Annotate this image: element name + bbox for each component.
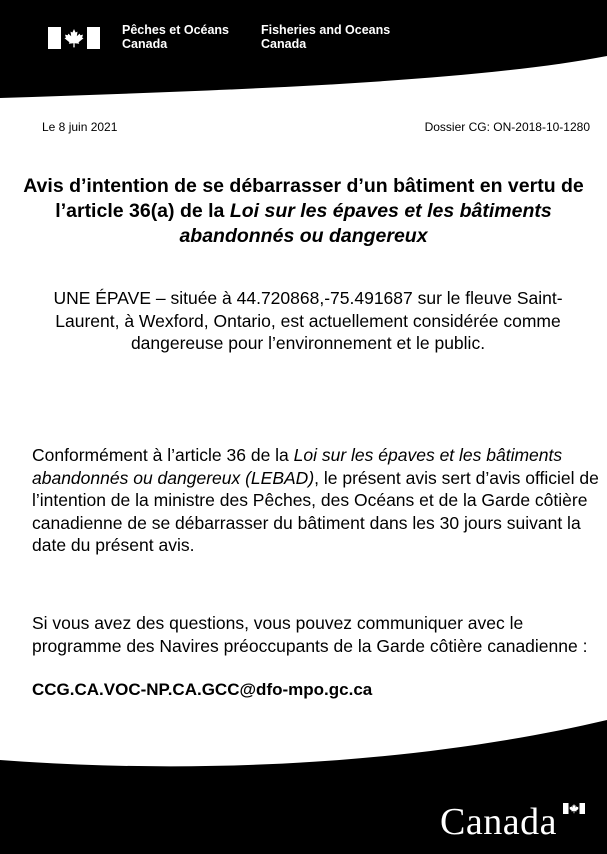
canada-wordmark: Canada bbox=[440, 801, 557, 843]
org-fr-line2: Canada bbox=[122, 37, 168, 51]
dossier-number: Dossier CG: ON-2018-10-1280 bbox=[424, 120, 590, 134]
title-text: Avis d’intention de se débarrasser d’un bâtiment en vertu de l’article 36(a) de la bbox=[23, 175, 584, 222]
contact-paragraph: Si vous avez des questions, vous pouvez communiquer avec le programme des Navires préoccupants de la Garde côtière canadienne : bbox=[32, 613, 588, 656]
wreck-location-statement: UNE ÉPAVE – située à 44.720868,-75.491687 sur le fleuve Saint-Laurent, à Wexford, Ontario, est actuellement considérée comme dangereuse pour l’environnement et le public. bbox=[53, 288, 563, 353]
org-en-line1: Fisheries and Oceans bbox=[261, 23, 391, 37]
org-name-english bbox=[261, 23, 390, 51]
header-band bbox=[0, 0, 607, 110]
canada-flag-icon bbox=[48, 27, 100, 49]
wordmark-flag-icon bbox=[563, 803, 585, 814]
notice-date: Le 8 juin 2021 bbox=[42, 120, 118, 134]
org-name-french bbox=[122, 23, 229, 51]
title-act-name: Loi sur les épaves et les bâtiments abandonnés ou dangereux bbox=[179, 200, 552, 247]
contact-email: CCG.CA.VOC-NP.CA.GCC@dfo-mpo.gc.ca bbox=[32, 680, 373, 699]
org-fr-line1: Pêches et Océans bbox=[122, 23, 230, 37]
paragraph1-act-name: Loi sur les épaves et les bâtiments abandonnés ou dangereux (LEBAD) bbox=[32, 445, 563, 488]
paragraph1-part2: , le présent avis sert d’avis officiel de l’intention de la ministre des Pêches, des Océans et de la Garde côtière canadienne de se débarrasser du bâtiment dans les 30 jours suivant la date du présent avis. bbox=[32, 467, 599, 555]
org-en-line2: Canada bbox=[261, 37, 307, 51]
paragraph1-part1: Conformément à l’article 36 de la bbox=[32, 445, 294, 465]
notice-title bbox=[20, 174, 587, 249]
legal-notice-paragraph bbox=[32, 444, 600, 557]
